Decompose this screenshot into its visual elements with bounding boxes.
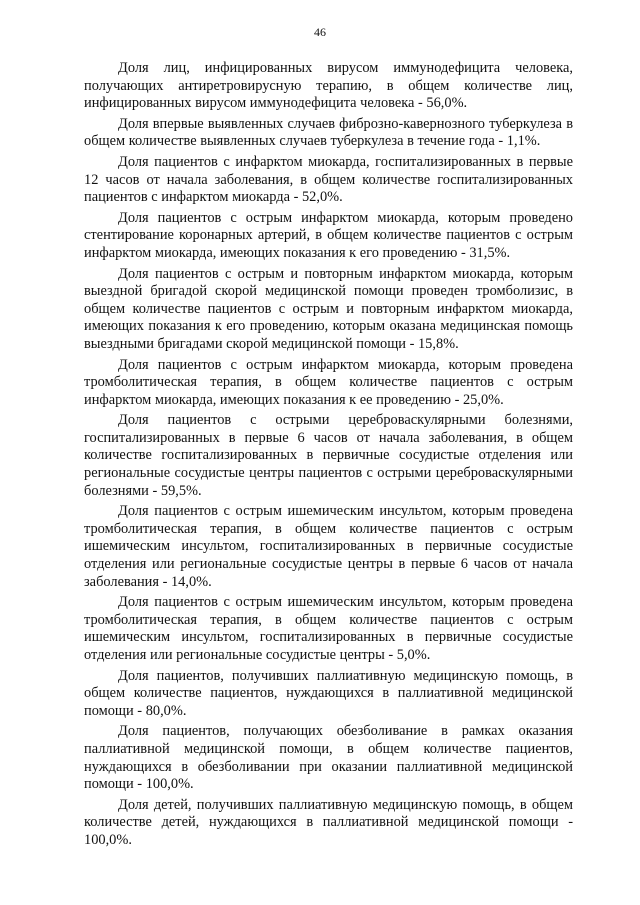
paragraph-stroke-thrombolysis: Доля пациентов с острым ишемическим инсультом, которым проведена тромболитическая терапия, в общем количестве пациентов с острым ишемическим инсультом, госпитализированных в первичные сосудистые отделения или региональные сосудистые центры - 5,0%. [84,594,573,663]
paragraph-cerebrovascular-6h: Доля пациентов с острыми цереброваскулярными болезнями, госпитализированных в первые 6 часов от начала заболевания, в общем количестве госпитализированных в первичные сосудистые отделения или региональные сосудистые центры пациентов с острыми цереброваскулярными болезнями - 59,5%. [84,412,573,499]
paragraph-stenting: Доля пациентов с острым инфарктом миокарда, которым проведено стентирование коронарных артерий, в общем количестве пациентов с острым инфарктом миокарда, имеющих показания к его проведению - 31,5%. [84,209,573,261]
paragraph-thrombolytic-therapy: Доля пациентов с острым инфарктом миокарда, которым проведена тромболитическая терапия, в общем количестве пациентов с острым инфарктом миокарда, имеющих показания к ее проведению - 25,0%. [84,356,573,408]
page-number: 46 [314,25,326,39]
paragraph-infarction-12h: Доля пациентов с инфарктом миокарда, госпитализированных в первые 12 часов от начала заболевания, в общем количестве госпитализированных пациентов с инфарктом миокарда - 52,0%. [84,153,573,206]
document-body [84,60,573,853]
paragraph-palliative-analgesia: Доля пациентов, получающих обезболивание в рамках оказания паллиативной медицинской помощи, в общем количестве пациентов, нуждающихся в обезболивании при оказании паллиативной медицинской помощи - 100,0%. [84,723,573,793]
paragraph-palliative-children: Доля детей, получивших паллиативную медицинскую помощь, в общем количестве детей, нуждающихся в паллиативной медицинской помощи - 100,0%. [84,796,573,848]
paragraph-tuberculosis: Доля впервые выявленных случаев фиброзно-кавернозного туберкулеза в общем количестве выявленных случаев туберкулеза в течение года - 1,1%. [84,115,573,150]
paragraph-hiv-therapy: Доля лиц, инфицированных вирусом иммунодефицита человека, получающих антиретровирусную терапию, в общем количестве лиц, инфицированных вирусом иммунодефицита человека - 56,0%. [84,60,573,112]
paragraph-stroke-thrombolysis-6h: Доля пациентов с острым ишемическим инсультом, которым проведена тромболитическая терапия, в общем количестве пациентов с острым ишемическим инсультом, госпитализированных в первичные сосудистые отделения или региональные сосудистые центры в первые 6 часов от начала заболевания - 14,0%. [84,503,573,590]
paragraph-thrombolysis-ambulance: Доля пациентов с острым и повторным инфарктом миокарда, которым выездной бригадой скорой медицинской помощи проведен тромболизис, в общем количестве пациентов с острым и повторным инфарктом миокарда, имеющих показания к его проведению, которым оказана медицинская помощь выездными бригадами скорой медицинской помощи - 15,8%. [84,265,573,352]
paragraph-palliative-care: Доля пациентов, получивших паллиативную медицинскую помощь, в общем количестве пациентов, нуждающихся в паллиативной медицинской помощи - 80,0%. [84,667,573,719]
